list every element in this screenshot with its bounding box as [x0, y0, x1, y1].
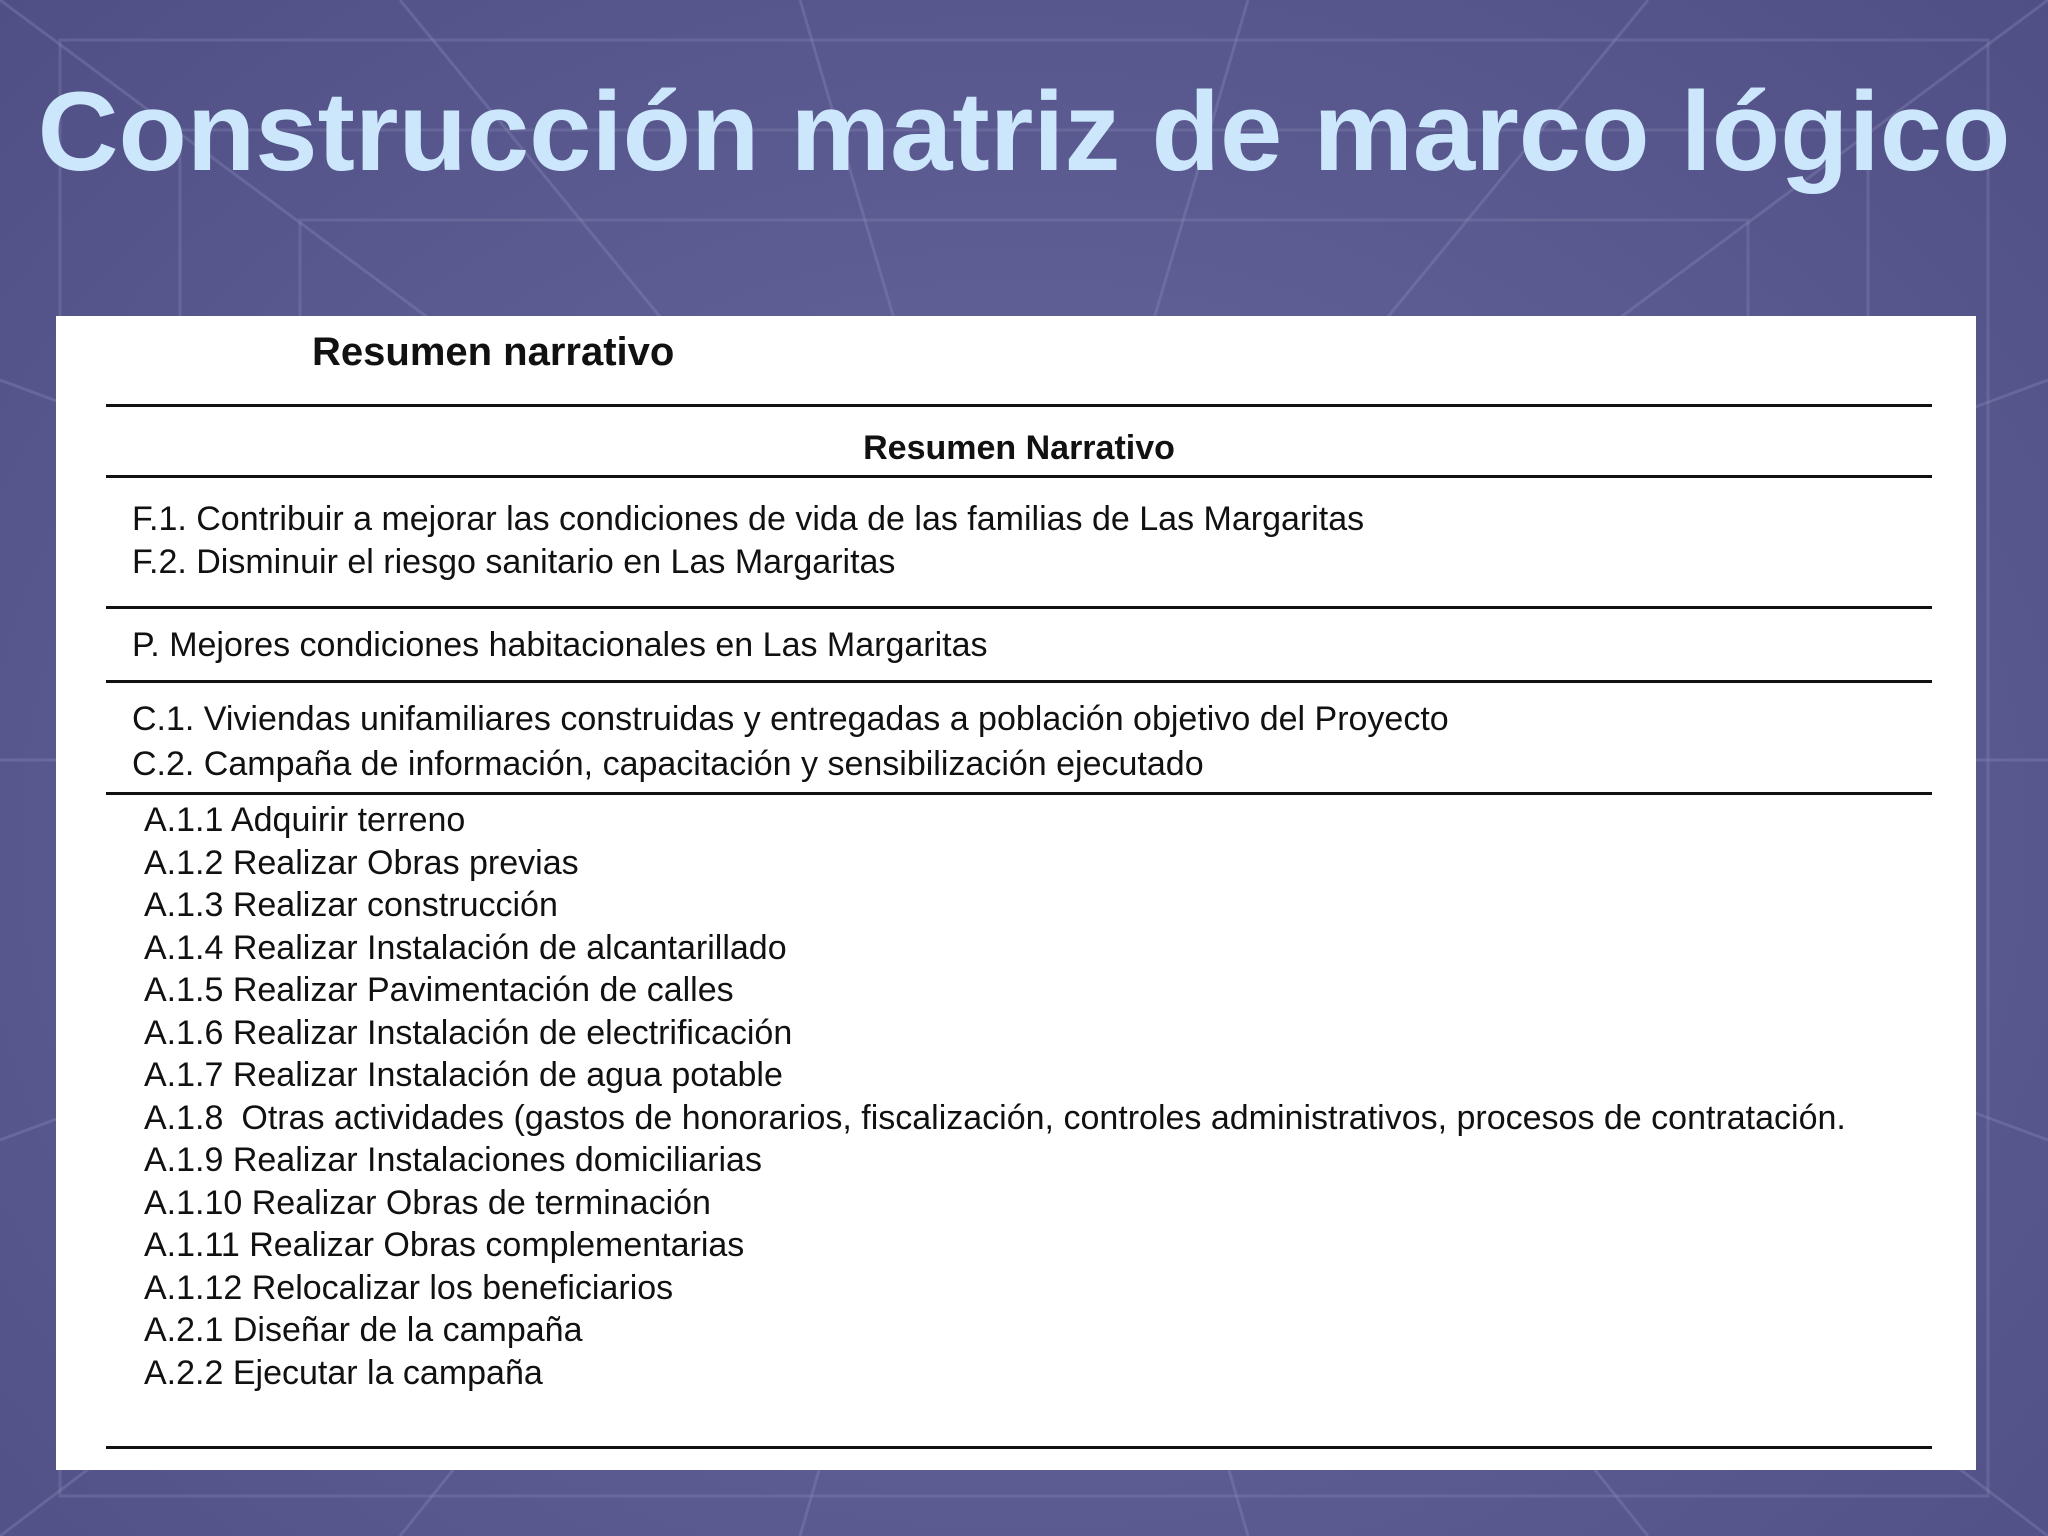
actividad-item-otras	[144, 1097, 1894, 1140]
table-row-proposito	[106, 609, 1932, 683]
componente-item: C.1. Viviendas unifamiliares construidas y entregadas a población objetivo del Proyecto	[132, 700, 1449, 738]
fin-item: F.1. Contribuir a mejorar las condiciones de vida de las familias de Las Margaritas	[132, 500, 1365, 538]
actividad-item: A.1.12 Relocalizar los beneficiarios	[144, 1268, 674, 1307]
actividad-item: A.1.4 Realizar Instalación de alcantarillado	[144, 928, 787, 967]
actividad-item: A.1.1 Adquirir terreno	[144, 801, 466, 839]
componente-item: C.2. Campaña de información, capacitación y sensibilización ejecutado	[132, 745, 1204, 783]
actividad-item: A.1.3 Realizar construcción	[144, 886, 558, 924]
narrative-summary-table	[106, 404, 1932, 1449]
actividad-item: A.1.11 Realizar Obras complementarias	[144, 1226, 745, 1264]
actividad-item: A.2.1 Diseñar de la campaña	[144, 1311, 583, 1349]
table-row-componentes	[106, 683, 1932, 795]
document-image	[56, 316, 1976, 1470]
document-heading: Resumen narrativo	[312, 330, 675, 374]
table-row-fin	[106, 478, 1932, 609]
actividad-code: A.1.8	[144, 1098, 224, 1137]
actividad-item: A.1.6 Realizar Instalación de electrificación	[144, 1013, 793, 1052]
actividad-item: A.1.10 Realizar Obras de terminación	[144, 1183, 711, 1222]
actividad-item: A.1.9 Realizar Instalaciones domiciliarias	[144, 1141, 762, 1179]
proposito-item: P. Mejores condiciones habitacionales en Las Margaritas	[132, 626, 988, 664]
actividad-item: A.1.2 Realizar Obras previas	[144, 843, 579, 882]
actividad-description: Otras actividades (gastos de honorarios, fiscalización, controles administrativos, procesos de contratación.	[241, 1098, 1846, 1137]
table-header: Resumen Narrativo	[106, 407, 1932, 478]
actividad-item: A.2.2 Ejecutar la campaña	[144, 1353, 543, 1392]
slide-title: Construcción matriz de marco lógico	[37, 69, 2011, 194]
actividad-item: A.1.7 Realizar Instalación de agua potable	[144, 1056, 783, 1094]
actividad-item: A.1.5 Realizar Pavimentación de calles	[144, 971, 734, 1009]
table-row-actividades	[106, 795, 1932, 1446]
fin-item: F.2. Disminuir el riesgo sanitario en Las Margaritas	[132, 543, 896, 581]
